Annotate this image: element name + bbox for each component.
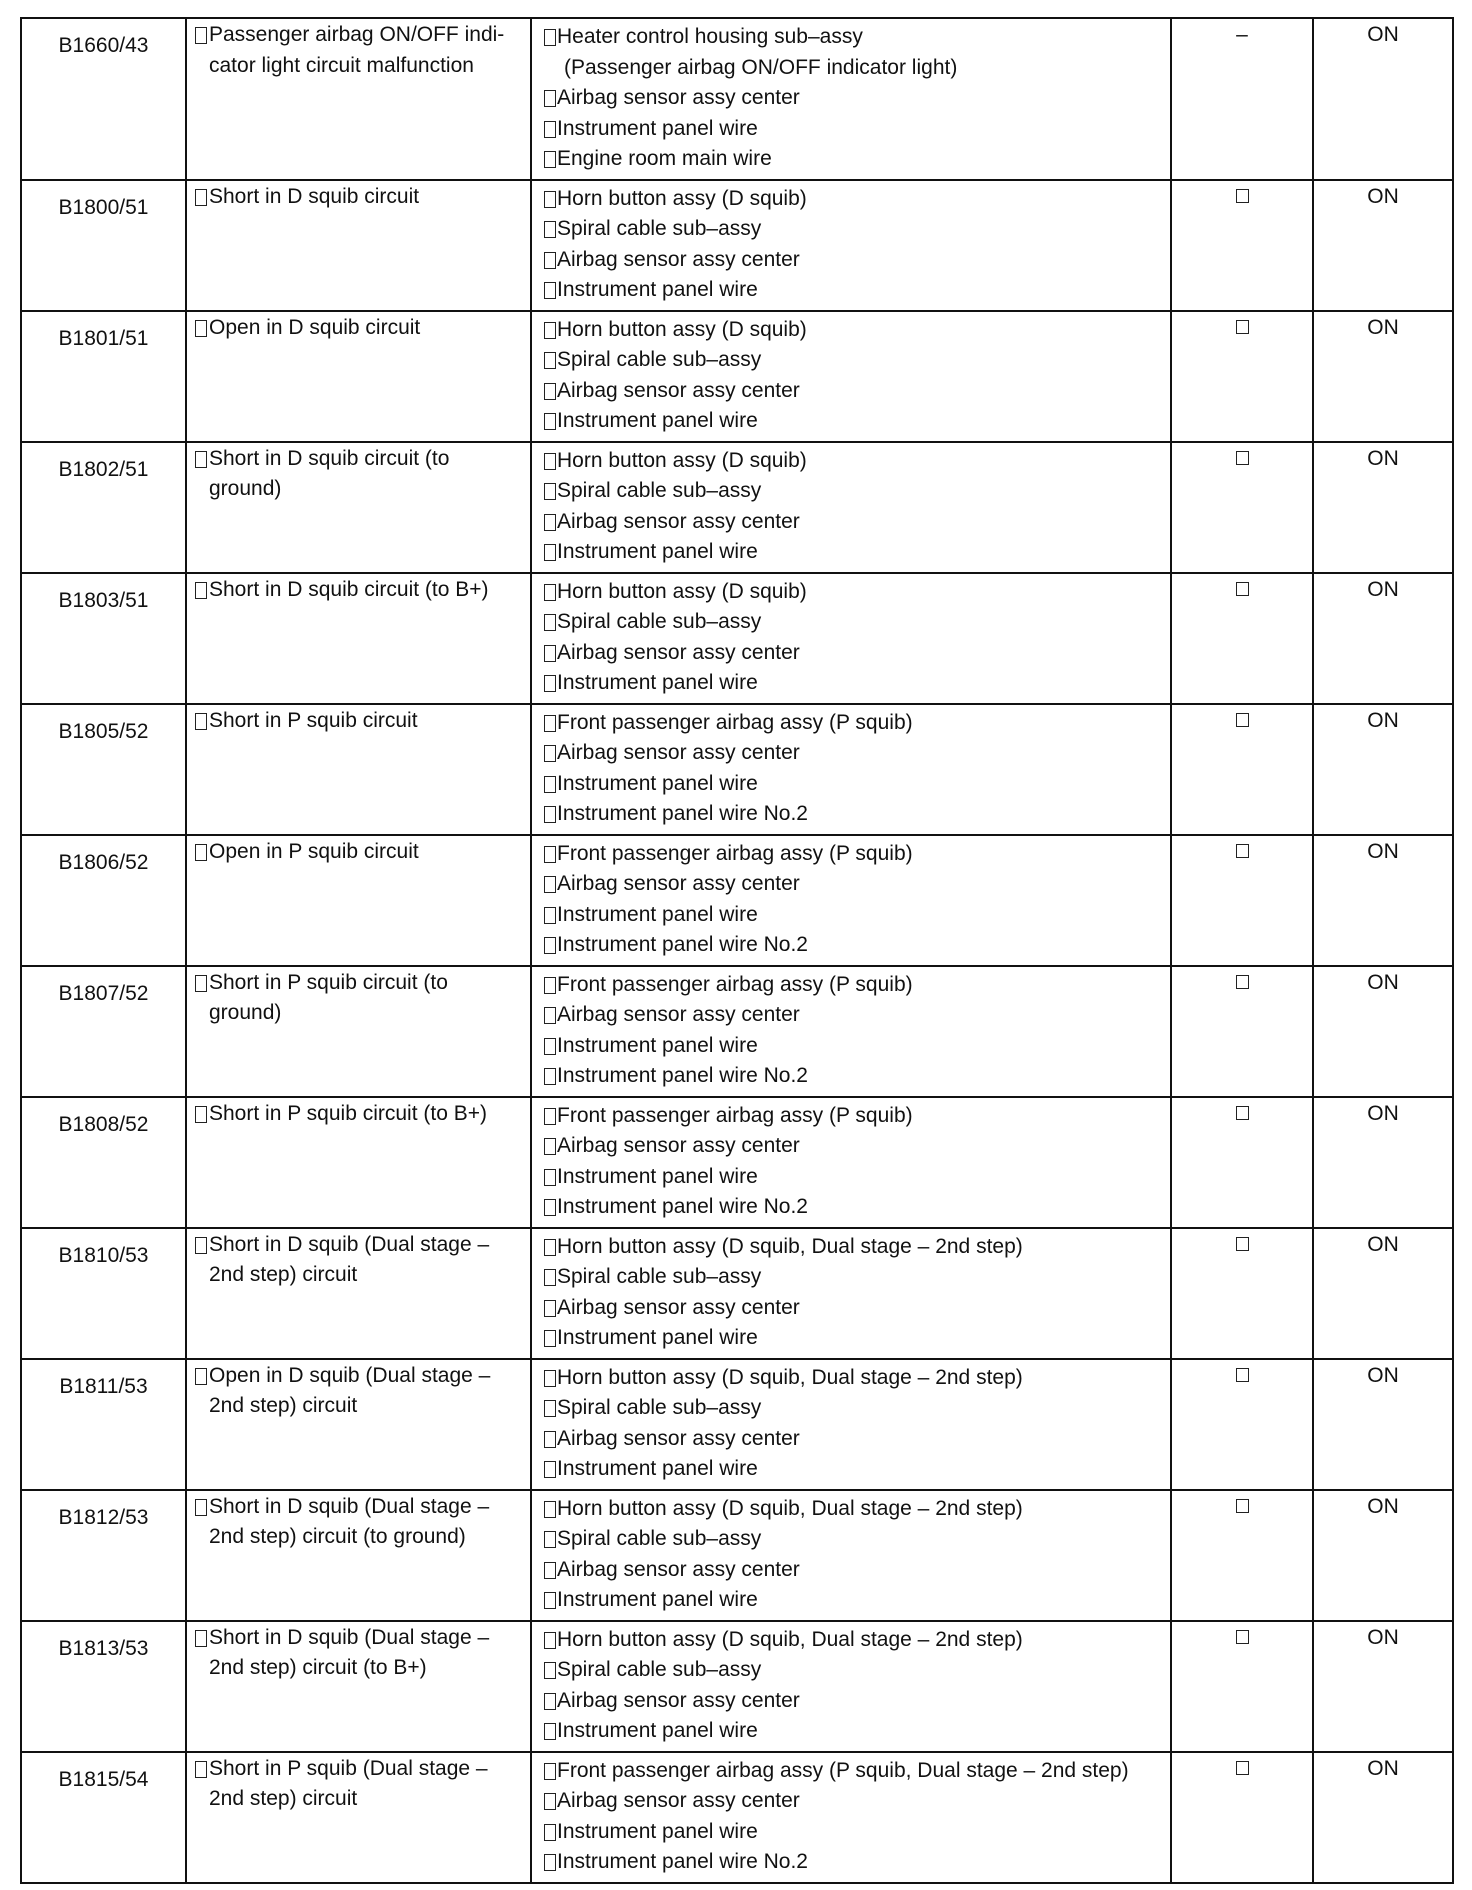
- trouble-area: [531, 1228, 1171, 1359]
- checkbox-glyph-icon: [544, 322, 556, 339]
- trouble-area-item: Instrument panel wire: [557, 540, 758, 563]
- checkbox-glyph-icon: [544, 1723, 556, 1740]
- detection-item: [186, 1228, 531, 1359]
- trouble-area: [531, 311, 1171, 442]
- detection-item: [186, 1490, 531, 1621]
- trouble-area: [531, 966, 1171, 1097]
- detection-item: [186, 704, 531, 835]
- checkbox-glyph-icon: [544, 614, 556, 631]
- trouble-area: [531, 1490, 1171, 1621]
- memory-value: –: [1236, 23, 1248, 46]
- detection-item-text: Short in D squib circuit: [209, 184, 420, 208]
- trouble-area-item: Instrument panel wire: [557, 771, 758, 795]
- trouble-area-item: Horn button assy (D squib): [557, 448, 807, 472]
- memory-cell: [1171, 311, 1313, 442]
- trouble-area: [531, 1097, 1171, 1228]
- table-row: [21, 311, 1453, 442]
- dtc-code: B1801/51: [21, 311, 186, 442]
- table-row: [21, 180, 1453, 311]
- detection-item-text: Short in D squib (Dual stage –: [209, 1494, 490, 1518]
- warning-light-status: ON: [1313, 1359, 1453, 1490]
- checkbox-glyph-icon: [544, 1007, 556, 1024]
- checkbox-glyph-icon: [544, 1632, 556, 1649]
- trouble-area: [531, 18, 1171, 180]
- checkbox-glyph-icon: [544, 191, 556, 208]
- trouble-area-item: Airbag sensor assy center: [557, 1003, 800, 1026]
- checkbox-glyph-icon: [544, 1501, 556, 1518]
- memory-box-icon: [1236, 1630, 1249, 1644]
- checkbox-glyph-icon: [544, 121, 556, 138]
- checkbox-glyph-icon: [544, 1400, 556, 1417]
- trouble-area-item: Airbag sensor assy center: [557, 1426, 800, 1450]
- memory-cell: [1171, 573, 1313, 704]
- detection-item-text: Open in P squib circuit: [209, 839, 419, 863]
- trouble-area-item: Instrument panel wire: [557, 1033, 758, 1057]
- checkbox-glyph-icon: [195, 320, 207, 337]
- warning-light-status: ON: [1313, 835, 1453, 966]
- detection-item-text: 2nd step) circuit: [209, 1263, 358, 1286]
- trouble-area-item: Spiral cable sub–assy: [557, 348, 762, 371]
- checkbox-glyph-icon: [544, 282, 556, 299]
- trouble-area-item: Airbag sensor assy center: [557, 1688, 800, 1712]
- checkbox-glyph-icon: [195, 1499, 207, 1516]
- memory-box-icon: [1236, 975, 1249, 989]
- detection-item: [186, 442, 531, 573]
- trouble-area-item: Front passenger airbag assy (P squib): [557, 972, 913, 996]
- checkbox-glyph-icon: [544, 1562, 556, 1579]
- checkbox-glyph-icon: [544, 1169, 556, 1186]
- trouble-area-item: Airbag sensor assy center: [557, 872, 800, 895]
- warning-light-status: ON: [1313, 966, 1453, 1097]
- checkbox-glyph-icon: [544, 1461, 556, 1478]
- checkbox-glyph-icon: [544, 29, 556, 46]
- trouble-area: [531, 573, 1171, 704]
- memory-box-icon: [1236, 844, 1249, 858]
- table-row: [21, 18, 1453, 180]
- memory-cell: [1171, 835, 1313, 966]
- warning-light-status: ON: [1313, 1490, 1453, 1621]
- trouble-area-item: Airbag sensor assy center: [557, 1789, 800, 1812]
- checkbox-glyph-icon: [195, 713, 207, 730]
- checkbox-glyph-icon: [544, 645, 556, 662]
- dtc-code: B1660/43: [21, 18, 186, 180]
- trouble-area-item: Horn button assy (D squib, Dual stage – 2nd step): [557, 1496, 1023, 1520]
- trouble-area-item: Instrument panel wire No.2: [557, 802, 808, 825]
- table-row: [21, 704, 1453, 835]
- dtc-code: B1815/54: [21, 1752, 186, 1883]
- table-row: [21, 835, 1453, 966]
- trouble-area-item: Engine room main wire: [557, 147, 772, 170]
- detection-item-text: Short in D squib (Dual stage –: [209, 1625, 490, 1649]
- checkbox-glyph-icon: [544, 715, 556, 732]
- memory-cell: [1171, 1490, 1313, 1621]
- trouble-area-item: Airbag sensor assy center: [557, 640, 800, 664]
- trouble-area-item: Instrument panel wire: [557, 116, 758, 140]
- memory-box-icon: [1236, 320, 1249, 334]
- checkbox-glyph-icon: [544, 1138, 556, 1155]
- detection-item-text: Open in D squib (Dual stage –: [209, 1363, 491, 1387]
- detection-item-text: Short in P squib circuit: [209, 708, 418, 732]
- checkbox-glyph-icon: [544, 544, 556, 561]
- checkbox-glyph-icon: [544, 1431, 556, 1448]
- memory-cell: [1171, 704, 1313, 835]
- trouble-area-item: Spiral cable sub–assy: [557, 217, 762, 240]
- checkbox-glyph-icon: [195, 1368, 207, 1385]
- trouble-area-item: Horn button assy (D squib, Dual stage – 2nd step): [557, 1365, 1023, 1389]
- warning-light-status: ON: [1313, 18, 1453, 180]
- checkbox-glyph-icon: [544, 352, 556, 369]
- checkbox-glyph-icon: [544, 1300, 556, 1317]
- dtc-code: B1807/52: [21, 966, 186, 1097]
- checkbox-glyph-icon: [544, 977, 556, 994]
- detection-item-text: ground): [209, 1001, 282, 1024]
- checkbox-glyph-icon: [544, 806, 556, 823]
- trouble-area-item: Horn button assy (D squib, Dual stage – 2nd step): [557, 1627, 1023, 1651]
- checkbox-glyph-icon: [544, 1370, 556, 1387]
- trouble-area-item: Front passenger airbag assy (P squib, Dual stage – 2nd step): [557, 1758, 1129, 1782]
- memory-box-icon: [1236, 451, 1249, 465]
- detection-item: [186, 573, 531, 704]
- table-row: [21, 442, 1453, 573]
- detection-item: [186, 1097, 531, 1228]
- dtc-code: B1810/53: [21, 1228, 186, 1359]
- checkbox-glyph-icon: [544, 1330, 556, 1347]
- warning-light-status: ON: [1313, 442, 1453, 573]
- detection-item-text: Passenger airbag ON/OFF indi-: [209, 23, 505, 46]
- dtc-code: B1812/53: [21, 1490, 186, 1621]
- warning-light-status: ON: [1313, 1621, 1453, 1752]
- detection-item-text: Short in P squib circuit (to B+): [209, 1101, 487, 1125]
- checkbox-glyph-icon: [544, 776, 556, 793]
- table-row: [21, 1097, 1453, 1228]
- trouble-area-item: Airbag sensor assy center: [557, 378, 800, 402]
- trouble-area-item: Airbag sensor assy center: [557, 1295, 800, 1319]
- checkbox-glyph-icon: [195, 451, 207, 468]
- trouble-area-item: Horn button assy (D squib): [557, 186, 807, 210]
- trouble-area-item: Instrument panel wire: [557, 1457, 758, 1480]
- table-row: [21, 573, 1453, 704]
- trouble-area-item: Instrument panel wire No.2: [557, 933, 808, 956]
- checkbox-glyph-icon: [544, 1793, 556, 1810]
- checkbox-glyph-icon: [195, 844, 207, 861]
- trouble-area-item: (Passenger airbag ON/OFF indicator light): [564, 55, 958, 79]
- memory-box-icon: [1236, 713, 1249, 727]
- detection-item-text: Short in D squib circuit (to B+): [209, 577, 489, 601]
- trouble-area-item: Instrument panel wire No.2: [557, 1195, 808, 1218]
- dtc-code: B1813/53: [21, 1621, 186, 1752]
- trouble-area-item: Instrument panel wire: [557, 1819, 758, 1843]
- checkbox-glyph-icon: [544, 1854, 556, 1871]
- checkbox-glyph-icon: [544, 1592, 556, 1609]
- warning-light-status: ON: [1313, 311, 1453, 442]
- trouble-area-item: Spiral cable sub–assy: [557, 1658, 762, 1681]
- trouble-area-item: Instrument panel wire: [557, 278, 758, 301]
- memory-cell: [1171, 180, 1313, 311]
- trouble-area-item: Instrument panel wire: [557, 1326, 758, 1349]
- checkbox-glyph-icon: [195, 189, 207, 206]
- checkbox-glyph-icon: [544, 1763, 556, 1780]
- detection-item-text: 2nd step) circuit: [209, 1787, 358, 1810]
- checkbox-glyph-icon: [544, 514, 556, 531]
- checkbox-glyph-icon: [544, 876, 556, 893]
- trouble-area-item: Instrument panel wire: [557, 409, 758, 432]
- dtc-code: B1808/52: [21, 1097, 186, 1228]
- dtc-table-body: [21, 18, 1453, 1883]
- checkbox-glyph-icon: [195, 1761, 207, 1778]
- detection-item: [186, 1752, 531, 1883]
- checkbox-glyph-icon: [195, 582, 207, 599]
- dtc-code: B1803/51: [21, 573, 186, 704]
- memory-box-icon: [1236, 1368, 1249, 1382]
- trouble-area: [531, 1752, 1171, 1883]
- checkbox-glyph-icon: [544, 584, 556, 601]
- trouble-area: [531, 1621, 1171, 1752]
- warning-light-status: ON: [1313, 573, 1453, 704]
- detection-item-text: Short in D squib circuit (to: [209, 446, 450, 470]
- trouble-area: [531, 180, 1171, 311]
- dtc-table: [20, 17, 1454, 1884]
- warning-light-status: ON: [1313, 180, 1453, 311]
- trouble-area: [531, 704, 1171, 835]
- dtc-code: B1805/52: [21, 704, 186, 835]
- checkbox-glyph-icon: [544, 90, 556, 107]
- detection-item: [186, 1621, 531, 1752]
- checkbox-glyph-icon: [195, 975, 207, 992]
- detection-item-text: 2nd step) circuit (to B+): [209, 1656, 427, 1679]
- checkbox-glyph-icon: [544, 745, 556, 762]
- checkbox-glyph-icon: [544, 907, 556, 924]
- dtc-code: B1806/52: [21, 835, 186, 966]
- warning-light-status: ON: [1313, 1752, 1453, 1883]
- detection-item: [186, 1359, 531, 1490]
- trouble-area: [531, 835, 1171, 966]
- detection-item: [186, 835, 531, 966]
- detection-item-text: Short in P squib (Dual stage –: [209, 1756, 488, 1780]
- checkbox-glyph-icon: [544, 413, 556, 430]
- trouble-area-item: Airbag sensor assy center: [557, 741, 800, 764]
- memory-box-icon: [1236, 189, 1249, 203]
- trouble-area-item: Horn button assy (D squib): [557, 579, 807, 603]
- trouble-area-item: Instrument panel wire: [557, 1588, 758, 1611]
- detection-item-text: 2nd step) circuit: [209, 1394, 358, 1417]
- trouble-area-item: Spiral cable sub–assy: [557, 1527, 762, 1550]
- checkbox-glyph-icon: [544, 1108, 556, 1125]
- detection-item: [186, 966, 531, 1097]
- checkbox-glyph-icon: [195, 27, 207, 44]
- warning-light-status: ON: [1313, 1228, 1453, 1359]
- trouble-area-item: Instrument panel wire: [557, 671, 758, 694]
- checkbox-glyph-icon: [544, 1068, 556, 1085]
- memory-cell: [1171, 1752, 1313, 1883]
- trouble-area-item: Spiral cable sub–assy: [557, 1396, 762, 1419]
- memory-cell: [1171, 18, 1313, 180]
- checkbox-glyph-icon: [544, 1824, 556, 1841]
- detection-item: [186, 180, 531, 311]
- checkbox-glyph-icon: [195, 1630, 207, 1647]
- table-row: [21, 1752, 1453, 1883]
- checkbox-glyph-icon: [544, 483, 556, 500]
- trouble-area-item: Instrument panel wire: [557, 1164, 758, 1188]
- checkbox-glyph-icon: [544, 252, 556, 269]
- checkbox-glyph-icon: [544, 1693, 556, 1710]
- trouble-area-item: Instrument panel wire: [557, 902, 758, 926]
- warning-light-status: ON: [1313, 1097, 1453, 1228]
- checkbox-glyph-icon: [544, 1239, 556, 1256]
- trouble-area-item: Heater control housing sub–assy: [557, 25, 863, 48]
- warning-light-status: ON: [1313, 704, 1453, 835]
- trouble-area-item: Airbag sensor assy center: [557, 86, 800, 109]
- table-row: [21, 1490, 1453, 1621]
- detection-item: [186, 18, 531, 180]
- detection-item-text: Short in P squib circuit (to: [209, 970, 448, 994]
- trouble-area-item: Front passenger airbag assy (P squib): [557, 841, 913, 865]
- detection-item-text: Open in D squib circuit: [209, 315, 421, 339]
- trouble-area-item: Horn button assy (D squib, Dual stage – 2nd step): [557, 1234, 1023, 1258]
- trouble-area: [531, 1359, 1171, 1490]
- memory-cell: [1171, 1359, 1313, 1490]
- checkbox-glyph-icon: [544, 383, 556, 400]
- checkbox-glyph-icon: [544, 937, 556, 954]
- memory-cell: [1171, 1097, 1313, 1228]
- detection-item-text: cator light circuit malfunction: [209, 53, 474, 77]
- table-row: [21, 966, 1453, 1097]
- table-row: [21, 1621, 1453, 1752]
- table-row: [21, 1359, 1453, 1490]
- checkbox-glyph-icon: [544, 151, 556, 168]
- checkbox-glyph-icon: [544, 1531, 556, 1548]
- checkbox-glyph-icon: [544, 675, 556, 692]
- checkbox-glyph-icon: [544, 221, 556, 238]
- trouble-area-item: Airbag sensor assy center: [557, 1557, 800, 1581]
- dtc-code: B1811/53: [21, 1359, 186, 1490]
- trouble-area: [531, 442, 1171, 573]
- trouble-area-item: Airbag sensor assy center: [557, 1134, 800, 1157]
- memory-box-icon: [1236, 1237, 1249, 1251]
- trouble-area-item: Instrument panel wire No.2: [557, 1850, 808, 1873]
- trouble-area-item: Spiral cable sub–assy: [557, 479, 762, 502]
- detection-item-text: 2nd step) circuit (to ground): [209, 1525, 466, 1548]
- checkbox-glyph-icon: [195, 1106, 207, 1123]
- checkbox-glyph-icon: [544, 1269, 556, 1286]
- dtc-code: B1802/51: [21, 442, 186, 573]
- detection-item-text: ground): [209, 477, 282, 500]
- trouble-area-item: Front passenger airbag assy (P squib): [557, 1103, 913, 1127]
- detection-item: [186, 311, 531, 442]
- checkbox-glyph-icon: [544, 846, 556, 863]
- trouble-area-item: Front passenger airbag assy (P squib): [557, 710, 913, 734]
- trouble-area-item: Airbag sensor assy center: [557, 247, 800, 271]
- memory-cell: [1171, 442, 1313, 573]
- memory-box-icon: [1236, 1106, 1249, 1120]
- trouble-area-item: Instrument panel wire No.2: [557, 1064, 808, 1087]
- memory-box-icon: [1236, 582, 1249, 596]
- trouble-area-item: Spiral cable sub–assy: [557, 610, 762, 633]
- checkbox-glyph-icon: [544, 1038, 556, 1055]
- checkbox-glyph-icon: [544, 1662, 556, 1679]
- trouble-area-item: Instrument panel wire: [557, 1719, 758, 1742]
- memory-box-icon: [1236, 1499, 1249, 1513]
- memory-cell: [1171, 966, 1313, 1097]
- checkbox-glyph-icon: [544, 1199, 556, 1216]
- table-row: [21, 1228, 1453, 1359]
- dtc-code: B1800/51: [21, 180, 186, 311]
- checkbox-glyph-icon: [195, 1237, 207, 1254]
- trouble-area-item: Spiral cable sub–assy: [557, 1265, 762, 1288]
- detection-item-text: Short in D squib (Dual stage –: [209, 1232, 490, 1256]
- checkbox-glyph-icon: [544, 453, 556, 470]
- trouble-area-item: Horn button assy (D squib): [557, 317, 807, 341]
- memory-cell: [1171, 1621, 1313, 1752]
- trouble-area-item: Airbag sensor assy center: [557, 509, 800, 533]
- memory-cell: [1171, 1228, 1313, 1359]
- memory-box-icon: [1236, 1761, 1249, 1775]
